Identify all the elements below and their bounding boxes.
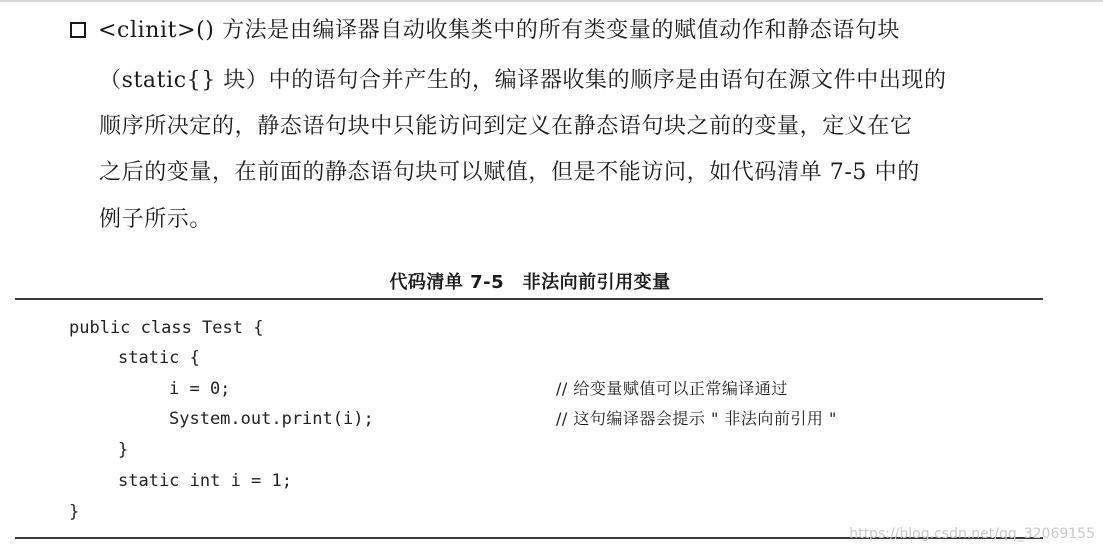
code-line-5: } xyxy=(118,440,129,460)
code-line-7: } xyxy=(69,502,80,522)
paragraph-line-1: <clinit>() 方法是由编译器自动收集类中的所有类变量的赋值动作和静态语句块 xyxy=(98,18,901,43)
code-line-3: i = 0; xyxy=(169,379,231,399)
listing-top-rule xyxy=(15,298,1043,300)
code-line-2: static { xyxy=(118,348,200,368)
paragraph-line-3: 顺序所决定的，静态语句块中只能访问到定义在静态语句块之前的变量，定义在它 xyxy=(99,114,913,139)
checkbox-bullet-icon xyxy=(70,22,86,38)
code-line-6: static int i = 1; xyxy=(118,471,292,491)
code-comment-2: // 这句编译器会提示 " 非法向前引用 " xyxy=(556,409,837,428)
paragraph-line-2: （static{} 块）中的语句合并产生的，编译器收集的顺序是由语句在源文件中出现的 xyxy=(99,68,947,93)
paragraph-line-4: 之后的变量，在前面的静态语句块可以赋值，但是不能访问，如代码清单 7-5 中的 xyxy=(99,160,920,185)
code-comment-1: // 给变量赋值可以正常编译通过 xyxy=(556,379,788,398)
watermark-url: https://blog.csdn.net/qq_32069155 xyxy=(849,526,1095,542)
paragraph-line-5: 例子所示。 xyxy=(99,207,213,232)
listing-caption: 代码清单 7-5 非法向前引用变量 xyxy=(389,272,671,293)
code-line-4: System.out.print(i); xyxy=(169,409,374,429)
top-divider xyxy=(0,0,1103,2)
code-line-1: public class Test { xyxy=(69,318,264,338)
